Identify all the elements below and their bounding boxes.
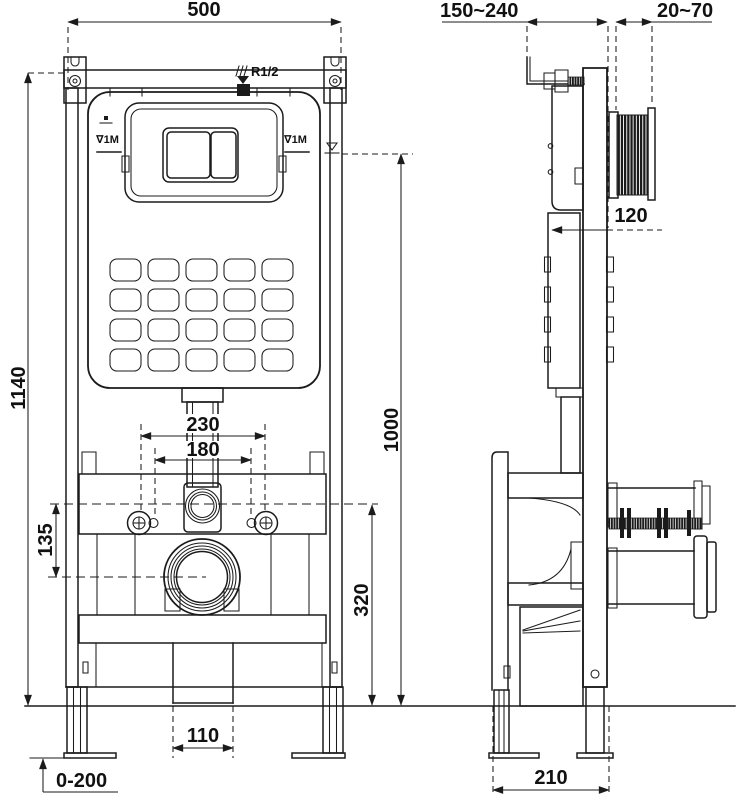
front-mounting-plate — [583, 68, 607, 687]
rear-rail — [492, 452, 508, 690]
drain-pipe-side — [608, 536, 716, 618]
water-inlet-label: R1/2 — [251, 64, 279, 79]
dim-spacing-outer-label: 230 — [186, 414, 220, 436]
dim-leg-adjust — [30, 758, 118, 792]
bracket-step-left — [82, 452, 96, 474]
dim-drain-outlet-height — [351, 505, 373, 705]
lower-crossbar — [79, 615, 326, 643]
adjustable-legs — [64, 687, 345, 758]
dim-drain-height-label: 320 — [351, 583, 373, 617]
hanger-slot-left — [71, 57, 79, 66]
rail-clip — [83, 662, 88, 673]
dim-outlet-width-label: 110 — [186, 725, 220, 747]
flush-pipe-side — [561, 397, 580, 473]
side-legs — [489, 687, 613, 758]
label-water-inlet — [251, 64, 278, 79]
cistern — [88, 92, 320, 388]
foot-plate-left — [64, 753, 116, 758]
dim-depth-label: 120 — [614, 205, 648, 227]
dim-bracket-range-label: 150~240 — [440, 0, 519, 22]
side-crossbars — [492, 452, 599, 706]
screw-icon — [330, 76, 341, 87]
grid-embossing — [110, 259, 293, 371]
dim-outlet-width — [173, 706, 233, 758]
fixing-bolt-left — [128, 512, 159, 535]
flush-button-small — [211, 132, 236, 178]
dim-leg-adjust-label: 0-200 — [56, 770, 108, 792]
inlet-pipe-side — [608, 481, 710, 538]
dim-base-depth-label: 210 — [534, 767, 568, 789]
bracket-step-right — [310, 452, 324, 474]
dim-flush-center-label: 1000 — [381, 407, 403, 453]
access-panel — [125, 103, 283, 202]
actuator-assembly — [609, 108, 655, 200]
water-inlet-connector — [237, 84, 250, 96]
dim-top-width — [68, 0, 341, 90]
rail-clip — [332, 662, 337, 673]
level-mark-right-label: ∇1M — [284, 134, 307, 146]
flush-pipe — [182, 388, 223, 487]
dim-spacing-inner-label: 180 — [186, 439, 220, 461]
flush-plate — [163, 128, 238, 182]
dim-fixing-spacing-inner — [155, 439, 251, 514]
side-view — [489, 57, 716, 758]
dim-top-width-label: 500 — [187, 0, 221, 21]
dim-finish-range-label: 20~70 — [657, 0, 714, 22]
dim-frame-height-label: 1140 — [8, 366, 30, 410]
cistern-side — [545, 86, 614, 473]
fixing-bolt-right — [247, 512, 278, 535]
hanger-slot-right — [331, 57, 339, 66]
foot-plate-right — [292, 753, 345, 758]
dim-fixing-spacing-outer — [141, 414, 265, 514]
dim-inlet-drain-label: 135 — [35, 523, 57, 557]
level-mark-left-label: ∇1M — [96, 134, 119, 146]
top-mounting-rail — [64, 57, 346, 103]
flush-button-large — [167, 132, 210, 178]
level-ref-icon — [327, 143, 337, 150]
fixing-crossbar — [79, 452, 326, 535]
dim-flush-center-height — [325, 143, 413, 705]
bracket-rod — [568, 77, 584, 85]
wall-finish-plate — [648, 108, 655, 200]
actuator-sleeve — [617, 115, 648, 195]
lower-housing — [548, 213, 580, 388]
foot-plate-rear — [489, 753, 539, 758]
screw-icon — [70, 76, 81, 87]
front-view — [64, 57, 346, 758]
water-level-mark-right — [284, 134, 309, 152]
foot-plate-front — [577, 753, 613, 758]
fill-valve-icon — [104, 116, 108, 120]
dim-base-depth — [493, 706, 609, 795]
drain-bell-flange — [694, 536, 707, 618]
dim-bracket-range — [440, 0, 607, 56]
drain-assembly — [66, 534, 342, 703]
water-level-mark-left — [96, 116, 121, 152]
water-inlet-elbow — [184, 483, 221, 532]
dim-frame-height — [8, 73, 64, 705]
inlet-arrow-icon — [236, 66, 249, 84]
